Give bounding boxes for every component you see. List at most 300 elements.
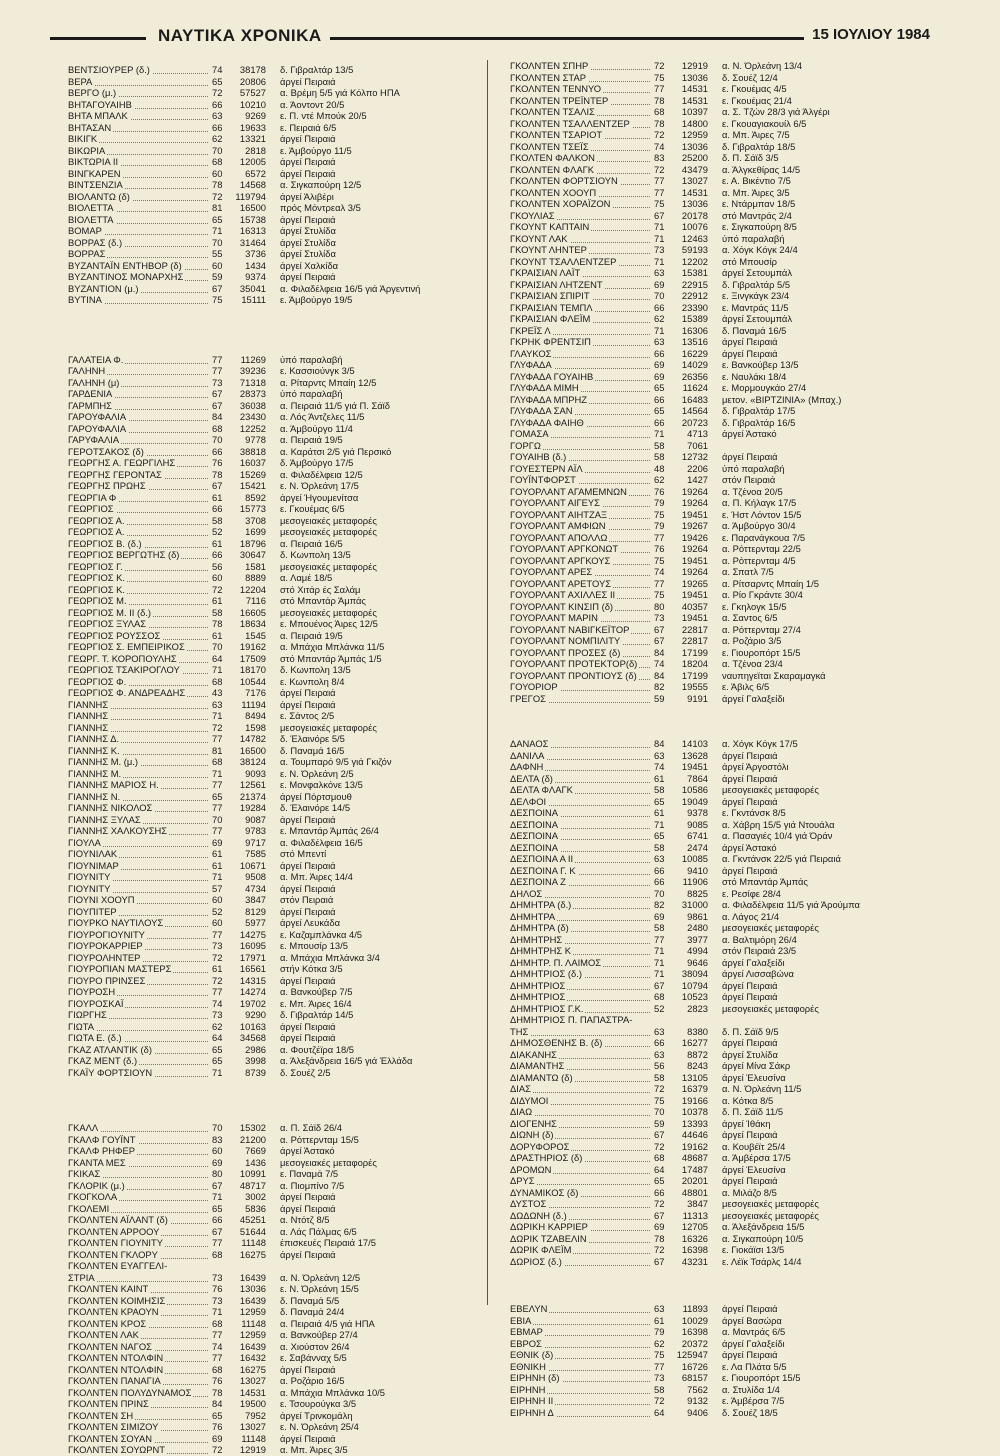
ship-status: δ. Παναμά 16/5 <box>280 744 345 756</box>
ship-row <box>510 1395 910 1407</box>
ship-status: μεσογειακές μεταφορές <box>722 784 819 795</box>
ship-status: ε. Σιγκαπούρη 8/5 <box>722 221 797 232</box>
ship-row <box>68 1168 468 1180</box>
build-year: 75 <box>654 1094 665 1106</box>
ship-row <box>510 578 910 590</box>
ship-name: ΓΕΩΡΓΙΟΣ Γ. <box>68 560 123 572</box>
ship-row <box>510 405 910 417</box>
tonnage: 1598 <box>245 721 266 733</box>
ship-status: άργεί Πειραιά <box>722 772 778 784</box>
ship-name: ΓΟΥΟΡΛΑΝΤ ΑΡΕΤΟΥΣ <box>510 577 612 589</box>
ship-row <box>68 1398 468 1410</box>
ship-name: ΓΙΟΥΡΟΣΗ <box>68 986 116 997</box>
tonnage: 8889 <box>245 572 266 583</box>
ship-name: ΓΚΟΛΝΤΕΝ ΚΡΑΟΥΝ <box>68 1306 159 1317</box>
ship-name: ΓΚΡΑΙΣΙΑΝ ΛΗΤΖΕΝΤ <box>510 278 603 290</box>
ship-name: ΓΛΥΦΑΔΑ ΦΑΙΗΘ <box>510 416 584 428</box>
tonnage: 9093 <box>245 767 266 779</box>
tonnage: 12005 <box>239 156 266 167</box>
tonnage: 119794 <box>235 190 266 202</box>
build-year: 58 <box>654 1071 665 1083</box>
tonnage: 16306 <box>681 324 708 336</box>
ship-row <box>68 365 468 377</box>
ship-status: στό Μπαντάρ Άμπάς <box>280 595 366 606</box>
ship-row <box>510 1384 910 1396</box>
tonnage: 11269 <box>240 353 266 365</box>
ship-name: ΓΕΩΡΓΙΟΣ ΡΟΥΣΣΟΣ <box>68 629 161 641</box>
tonnage: 16605 <box>239 606 266 618</box>
ship-row <box>510 486 910 498</box>
ship-name: ΓΛΥΦΑΔΑ ΜΠΡΗΖ <box>510 393 587 405</box>
ship-status: δ. Π. Σάϊδ 9/5 <box>722 1025 779 1037</box>
ship-status: α. Λάς Πάλμας 6/5 <box>280 1225 357 1237</box>
ship-row <box>68 584 468 596</box>
ship-status: άργεί Άστακό <box>722 428 777 439</box>
tonnage: 2986 <box>245 1043 266 1055</box>
tonnage: 23430 <box>239 411 266 422</box>
ship-name: ΓΙΑΝΝΗΣ Μ. <box>68 767 122 779</box>
ship-status: στόν Πειραιά <box>722 474 776 485</box>
ship-status: α. Άμβέρσα 17/5 <box>722 1152 791 1163</box>
ship-row <box>510 1361 910 1373</box>
ship-status: άργεί Πειραιά <box>280 133 336 144</box>
ship-status: α. Άλεξάνδρεια 15/5 <box>722 1221 805 1232</box>
ship-name: ΒΙΟΛΑΝΤΩ (δ) <box>68 190 130 202</box>
ship-row <box>68 871 468 883</box>
ship-status: δ. Παναμά 5/5 <box>280 1294 340 1306</box>
tonnage: 11194 <box>241 698 266 710</box>
ship-status: ε. Κασσιούνγκ 3/5 <box>280 365 355 376</box>
ship-row <box>68 618 468 630</box>
ship-name: ΓΙΟΥΡΟ ΠΡΙΝΣΕΣ <box>68 974 146 986</box>
ship-name: ΓΚΟΛΝΤΕΝ ΑΡΡΟΟΥ <box>68 1225 160 1237</box>
ship-row <box>510 1221 910 1233</box>
ship-row <box>510 865 910 877</box>
build-year: 81 <box>212 202 223 213</box>
build-year: 76 <box>212 1283 223 1294</box>
tonnage: 23390 <box>681 301 708 313</box>
tonnage: 16439 <box>239 1294 266 1306</box>
tonnage: 18634 <box>239 618 266 629</box>
ship-row <box>68 1387 468 1399</box>
ship-row <box>510 1083 910 1095</box>
tonnage: 15302 <box>239 1122 266 1133</box>
ship-status: α. Πιομπίνο 7/5 <box>280 1179 345 1191</box>
ship-name: ΔΙΟΓΕΝΗΣ <box>510 1117 557 1129</box>
tonnage: 16432 <box>239 1352 266 1363</box>
tonnage: 15421 <box>239 480 266 491</box>
build-year: 63 <box>212 698 223 710</box>
ship-name: ΓΑΡΟΥΦΑΛΙΑ <box>68 422 127 434</box>
ship-name: ΓΙΟΥΛΑ <box>68 836 101 848</box>
build-year: 71 <box>212 1191 223 1202</box>
ship-row <box>68 952 468 964</box>
ship-status: άργεί Τρινκομάλη <box>280 1409 353 1421</box>
ship-name: ΓΚΟΥΝΤ ΤΣΑΛΛΕΝΤΖΕΡ <box>510 255 617 267</box>
build-year: 64 <box>654 1406 665 1418</box>
tonnage: 14531 <box>681 83 708 94</box>
tonnage: 14315 <box>239 974 266 986</box>
ship-name: ΓΙΩΤΑ <box>68 1020 95 1032</box>
tonnage: 22817 <box>681 623 708 635</box>
tonnage: 15389 <box>681 313 708 324</box>
build-year: 63 <box>654 1048 665 1060</box>
build-year: 71 <box>654 428 665 439</box>
ship-status: άργεί Πειραιά <box>722 451 778 462</box>
ship-row <box>510 876 910 888</box>
ship-row <box>68 825 468 837</box>
tonnage: 19500 <box>239 1398 266 1409</box>
ship-name: ΔΩΡΙΚΗ ΚΑΡΡΙΕΡ <box>510 1221 588 1232</box>
ship-name: ΓΚΟΛΝΤΕΝ ΤΣΑΡΙΟΤ <box>510 129 603 140</box>
tonnage: 19284 <box>239 802 266 813</box>
build-year: 62 <box>212 133 223 144</box>
ship-name: ΒΙΚΙΓΚ <box>68 133 98 144</box>
tonnage: 12705 <box>681 1221 708 1232</box>
ship-status: στό Μπεντί <box>280 848 327 859</box>
tonnage: 19166 <box>681 1094 708 1106</box>
page-header <box>50 26 930 50</box>
ship-status: άργεί Πειραιά <box>280 905 336 917</box>
build-year: 61 <box>212 848 223 859</box>
ship-status: α. Σιγκαπούρη 10/5 <box>722 1232 804 1244</box>
build-year: 66 <box>654 1186 665 1198</box>
ship-row <box>68 745 468 757</box>
tonnage: 51644 <box>239 1225 266 1237</box>
ship-status: ε. Κωνπολη 8/4 <box>280 675 345 687</box>
ship-status: άργεί Πειραιά <box>280 1020 336 1032</box>
tonnage: 19451 <box>681 612 708 623</box>
build-year: 61 <box>654 772 665 784</box>
ship-row <box>510 647 910 659</box>
ship-status: α. Π. Κήλαγκ 17/5 <box>722 497 797 508</box>
build-year: 43 <box>212 687 223 698</box>
publication-title: ΝΑΥΤΙΚΑ ΧΡΟΝΙΚΑ <box>150 26 330 46</box>
build-year: 66 <box>212 1214 223 1225</box>
ship-group <box>510 1303 910 1418</box>
ship-status: ε. Α. Βικέντιο 7/5 <box>722 175 791 186</box>
ship-status: άργεί Πειραιά <box>280 859 336 871</box>
ship-row <box>510 382 910 394</box>
ship-name: ΓΚΡΗΚ ΦΡΕΝΤΣΙΠ <box>510 336 591 347</box>
ship-name: ΓΟΥΟΡΙΟΡ <box>510 681 558 692</box>
tonnage: 2818 <box>245 144 266 156</box>
ship-name: ΓΚΟΛΝΤΕΝ ΝΤΟΛΦΙΝ <box>68 1363 164 1375</box>
ship-name: ΓΕΩΡΓ. Τ. ΚΟΡΟΠΟΥΛΗΣ <box>68 652 177 664</box>
build-year: 77 <box>212 1237 223 1248</box>
ship-name: ΓΕΩΡΓΙΟΣ ΞΥΛΑΣ <box>68 618 147 629</box>
build-year: 71 <box>212 871 223 882</box>
ship-name: ΔΗΜΗΤΡΙΟΣ (δ.) <box>510 968 582 979</box>
tonnage: 57527 <box>239 87 266 98</box>
ship-name: ΒΙΚΩΡΙΑ <box>68 144 106 156</box>
ship-name: ΔΙΑΜΑΝΤΗΣ <box>510 1060 565 1071</box>
ship-status: ε. Καζαμπλάνκα 4/5 <box>280 928 363 940</box>
ship-row <box>510 853 910 865</box>
ship-name: ΓΕΩΡΓΙΟΣ Κ. <box>68 572 125 583</box>
ship-row <box>68 653 468 665</box>
tonnage: 13393 <box>681 1117 708 1129</box>
ship-name: ΓΚΟΛΝΤΕΝ ΤΡΕΪΝΤΕΡ <box>510 94 609 106</box>
ship-name: ΔΑΝΙΛΑ <box>510 749 545 761</box>
build-year: 71 <box>212 664 223 675</box>
tonnage: 15738 <box>239 213 266 225</box>
build-year: 55 <box>212 248 223 259</box>
ship-row <box>510 589 910 601</box>
build-year: 72 <box>654 1198 665 1209</box>
build-year: 65 <box>212 1409 223 1421</box>
ship-status: άργεί Γαλαξείδι <box>722 956 785 968</box>
ship-row <box>68 1157 468 1169</box>
build-year: 78 <box>212 179 223 190</box>
build-year: 71 <box>654 255 665 267</box>
ship-status: δ. Γιβραλτάρ 16/5 <box>722 416 796 428</box>
tonnage: 3977 <box>687 933 708 945</box>
ship-status: άργεί Πειραιά <box>722 1175 778 1186</box>
ship-status: άργεί Άλιβέρι <box>280 190 334 202</box>
ship-status: α. Πειραιά 16/5 <box>280 537 343 549</box>
build-year: 65 <box>212 1043 223 1055</box>
tonnage: 16326 <box>681 1232 708 1244</box>
ship-status: δ. Γιβραλτάρ 14/5 <box>280 1009 354 1020</box>
build-year: 74 <box>654 658 665 669</box>
ship-row <box>510 129 910 141</box>
ship-status: ε. Λέϊκ Τσάρλς 14/4 <box>722 1255 802 1267</box>
ship-row <box>510 693 910 705</box>
tonnage: 19049 <box>681 795 708 807</box>
ship-row <box>68 963 468 975</box>
build-year: 71 <box>654 324 665 336</box>
ship-row <box>510 1060 910 1072</box>
ship-status: ε. Τσουρούγκα 3/5 <box>280 1398 357 1409</box>
ship-status: άργεί Πειραιά <box>280 687 336 698</box>
build-year: 58 <box>654 451 665 462</box>
ship-name: ΓΟΥΟΡΛΑΝΤ ΑΙΓΕΥΣ <box>510 497 600 508</box>
ship-name: ΒΟΡΡΑΣ (δ.) <box>68 236 123 248</box>
build-year: 56 <box>212 560 223 572</box>
ship-status: ε. Ν. Όρλεάνη 2/5 <box>280 767 354 779</box>
ship-row <box>510 1187 910 1199</box>
ship-status: άργεί Άργοστόλι <box>722 761 789 772</box>
ship-status: α. Ρόττερνταμ 27/4 <box>722 623 801 635</box>
build-year: 80 <box>212 1168 223 1179</box>
ship-name: ΔΙΑΣ <box>510 1083 531 1094</box>
tonnage: 7176 <box>245 687 266 698</box>
ship-status: α. Μπ. Άιρες 7/5 <box>722 129 790 140</box>
ship-name: ΔΕΛΤΑ ΦΛΑΓΚ <box>510 784 573 795</box>
ship-row <box>510 819 910 831</box>
ship-group <box>510 738 910 1267</box>
tonnage: 5836 <box>245 1202 266 1214</box>
build-year: 84 <box>654 669 665 681</box>
ship-row <box>68 641 468 653</box>
ship-row <box>68 122 468 134</box>
ship-row <box>68 572 468 584</box>
tonnage: 19162 <box>681 1140 708 1152</box>
build-year: 75 <box>654 589 665 600</box>
tonnage: 16500 <box>239 744 266 756</box>
ship-name: ΔΟΡΥΦΟΡΟΣ <box>510 1140 570 1152</box>
ship-row <box>510 830 910 842</box>
tonnage: 22912 <box>681 290 708 301</box>
ship-name: ΓΙΑΝΝΗΣ Ν. <box>68 790 121 802</box>
ship-name: ΓΟΥΟΡΛΑΝΤ ΑΠΟΛΛΩ <box>510 531 608 543</box>
ship-name: ΔΑΦΝΗ <box>510 761 544 772</box>
ship-row <box>68 1341 468 1353</box>
build-year: 58 <box>654 784 665 795</box>
ship-row <box>68 1421 468 1433</box>
ship-status: α. Ρόττερνταμ 4/5 <box>722 554 796 566</box>
tonnage: 19633 <box>239 121 266 133</box>
ship-name: ΕΙΡΗΝΗ <box>510 1383 546 1395</box>
build-year: 63 <box>654 853 665 864</box>
tonnage: 9269 <box>245 110 266 121</box>
ship-name: ΒΕΝΤΣΙΟΥΡΕΡ (δ.) <box>68 64 150 75</box>
ship-row <box>510 72 910 84</box>
ship-row <box>510 210 910 222</box>
build-year: 71 <box>212 710 223 721</box>
ship-status: α. Ντότζ 8/5 <box>280 1214 330 1225</box>
ship-row <box>68 538 468 550</box>
ship-name: ΒΙΟΛΕΤΤΑ <box>68 213 114 225</box>
build-year: 61 <box>212 963 223 974</box>
ship-name: ΓΟΥΟΡΛΑΝΤ ΠΡΟΝΤΙΟΥΣ (δ) <box>510 669 637 681</box>
ship-row <box>510 187 910 199</box>
ship-name: ΓΕΡΟΤΣΑΚΟΣ (δ) <box>68 445 144 457</box>
tonnage: 9374 <box>245 271 266 282</box>
ship-row <box>510 658 910 670</box>
ship-name: ΓΚΟΛΝΤΕΝ ΤΕΝΝΥΟ <box>510 83 602 94</box>
tonnage: 13628 <box>681 749 708 761</box>
tonnage: 7116 <box>245 595 266 606</box>
build-year: 69 <box>654 910 665 922</box>
build-year: 58 <box>654 439 665 451</box>
ship-status: άργεί Πειραιά <box>280 1363 336 1375</box>
ship-name: ΒΕΡΑ <box>68 75 93 87</box>
ship-status: άργεί Λευκάδα <box>280 917 340 928</box>
ship-status: στό Μαντράς 2/4 <box>722 209 792 221</box>
tonnage: 25200 <box>681 152 708 163</box>
ship-status: ε. Γιοκάϊσι 13/5 <box>722 1244 785 1255</box>
ship-name: ΔΙΑΜΑΝΤΩ (δ) <box>510 1071 573 1083</box>
ship-name: ΓΛΥΦΑΔΑ ΓΟΥΑΙΗΒ <box>510 370 594 382</box>
build-year: 65 <box>212 1055 223 1066</box>
build-year: 71 <box>654 232 665 244</box>
tonnage: 8825 <box>687 887 708 899</box>
ship-row <box>510 1338 910 1350</box>
ship-row <box>510 198 910 210</box>
tonnage: 44646 <box>681 1129 708 1140</box>
tonnage: 16439 <box>239 1271 266 1283</box>
ship-status: δ. Παναμά 24/4 <box>280 1306 345 1317</box>
build-year: 72 <box>654 1083 665 1094</box>
tonnage: 12959 <box>239 1329 266 1340</box>
ship-status: ύπό παραλαβή <box>280 388 343 399</box>
build-year: 72 <box>212 87 223 98</box>
ship-name: ΓΑΛΗΝΗ <box>68 365 106 376</box>
ship-name: ΕΘΝΙΚΗ <box>510 1360 546 1372</box>
ship-row <box>510 440 910 452</box>
ship-status: ε. Ν. Όρλεάνη 15/5 <box>280 1283 359 1294</box>
ship-row <box>68 271 468 283</box>
ship-name: ΓΚΟΛΝΤΕΝ ΣΙΜΙΖΟΥ <box>68 1421 159 1432</box>
ship-row <box>68 1352 468 1364</box>
tonnage: 18204 <box>681 658 708 669</box>
ship-row <box>510 1014 910 1026</box>
ship-name: ΤΗΣ <box>510 1025 529 1037</box>
tonnage: 1436 <box>245 1156 266 1168</box>
tonnage: 12204 <box>239 583 266 595</box>
tonnage: 8739 <box>245 1066 266 1078</box>
ship-status: α. Λαμέ 18/5 <box>280 572 333 583</box>
ship-status: α. Φιλαδέλφεια 16/5 γιά Άργεντινή <box>280 282 421 294</box>
ship-name: ΓΚΟΥΝΤ ΛΑΚ <box>510 232 568 244</box>
build-year: 66 <box>212 121 223 133</box>
tonnage: 9406 <box>687 1406 708 1418</box>
build-year: 78 <box>212 618 223 629</box>
build-year: 69 <box>654 278 665 290</box>
build-year: 69 <box>654 359 665 370</box>
tonnage: 10085 <box>681 853 708 864</box>
ship-row <box>510 1303 910 1315</box>
ship-status: άργεί Πειραιά <box>280 1202 336 1214</box>
ship-row <box>68 1444 468 1456</box>
ship-row <box>510 784 910 796</box>
build-year: 72 <box>212 190 223 202</box>
ship-row <box>510 1256 910 1268</box>
ship-row <box>68 791 468 803</box>
ship-status: α. Πασαγιές 10/4 γιά Όράν <box>722 830 833 841</box>
ship-status: στό Μπαντάρ Άμπάς 1/5 <box>280 652 382 664</box>
build-year: 79 <box>654 1326 665 1337</box>
ship-row <box>510 1244 910 1256</box>
ship-row <box>68 225 468 237</box>
tonnage: 17199 <box>681 669 708 681</box>
ship-name: ΓΟΥΟΡΛΑΝΤ ΝΟΜΠΙΛΙΤΥ <box>510 635 621 646</box>
ship-row <box>68 214 468 226</box>
tonnage: 16398 <box>681 1244 708 1255</box>
ship-name: ΕΙΡΗΝΗ (δ) <box>510 1372 560 1383</box>
build-year: 60 <box>212 572 223 583</box>
tonnage: 19451 <box>681 508 708 520</box>
build-year: 65 <box>654 1175 665 1186</box>
ship-name: ΓΑΡΟΥΦΑΛΙΑ <box>68 411 127 422</box>
ship-status: άργεί Πόρτσμουθ <box>280 790 352 802</box>
ship-name: ΒΥΖΑΝΤΙΟΝ (μ.) <box>68 282 139 294</box>
ship-row <box>510 233 910 245</box>
tonnage: 13516 <box>681 336 708 347</box>
ship-row <box>510 221 910 233</box>
ship-name: ΔΕΣΠΟΙΝΑ <box>510 818 559 830</box>
ship-row <box>68 837 468 849</box>
build-year: 66 <box>654 301 665 313</box>
ship-row <box>510 325 910 337</box>
ship-name: ΓΚΟΛΝΤΕΝ ΚΟΙΜΗΣΙΣ <box>68 1294 166 1306</box>
ship-name: ΓΟΥΟΡΛΑΝΤ ΑΜΦΙΩΝ <box>510 520 606 531</box>
ship-status: α. Άμβούργο 11/4 <box>280 422 353 434</box>
ship-name: ΓΟΥΟΡΛΑΝΤ ΠΡΟΣΕΣ (δ) <box>510 646 621 658</box>
tonnage: 30647 <box>239 549 266 560</box>
ship-name: ΔΑΝΑΟΣ <box>510 738 549 749</box>
ship-status: α. Ροζάριο 16/5 <box>280 1375 345 1386</box>
tonnage: 16313 <box>239 225 266 236</box>
build-year: 65 <box>212 213 223 225</box>
build-year: 71 <box>654 968 665 979</box>
tonnage: 14103 <box>681 738 708 749</box>
ship-status: α. Ρίτσαρντς Μπαίη 1/5 <box>722 577 819 589</box>
ship-status: στό Χιτάρ ές Σαλάμ <box>280 583 361 595</box>
ship-name: ΓΚΟΛΝΤΕΝ ΣΠΗΡ <box>510 60 589 71</box>
